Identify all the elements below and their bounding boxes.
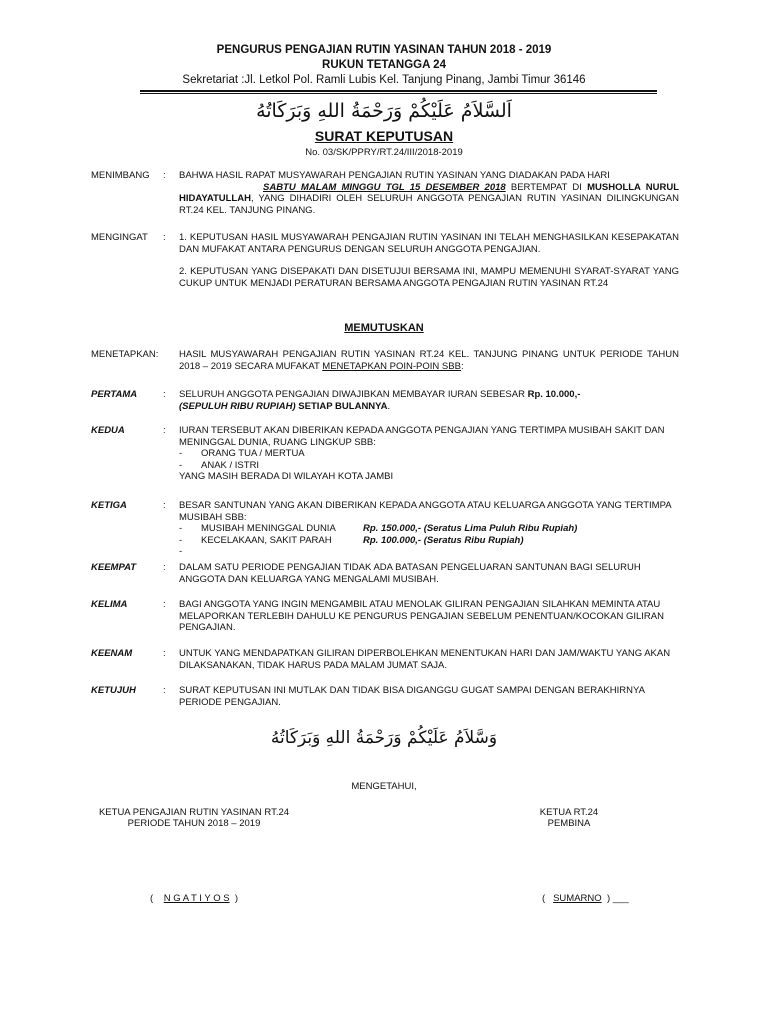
section-label: KETIGA: [91, 500, 127, 511]
memutuskan-heading: MEMUTUSKAN: [344, 322, 424, 334]
section-label: KETUJUH: [91, 685, 136, 696]
signatory-left: [91, 807, 297, 829]
signatory-period: PEMBINA: [547, 818, 591, 829]
section-body: UNTUK YANG MENDAPATKAN GILIRAN DIPERBOLEHKAN MENENTUKAN HARI DAN JAM/WAKTU YANG AKAN DILAKSANAKAN, TIDAK HARUS PADA MALAM JUMAT SAJA.: [179, 648, 671, 671]
signatory-right: [514, 807, 624, 829]
section-colon: :: [163, 425, 166, 436]
section-colon: :: [163, 599, 166, 610]
signatory-period: PERIODE TAHUN 2018 – 2019: [127, 818, 261, 829]
section-colon: :: [163, 685, 166, 696]
section-body: 1. KEPUTUSAN HASIL MUSYAWARAH PENGAJIAN RUTIN YASINAN INI TELAH MENGHASILKAN KESEPAKATAN DAN MUFAKAT ANTARA PENGURUS DENGAN SELURUH ANGGOTA PENGAJIAN. 2. KEPUTUSAN YANG DISEPAKATI DAN DISETUJUI BERSAMA INI, MAMPU MEMENUHI SYARAT-SYARAT YANG CUKUP UNTUK MENJADI PERATURAN BERSAMA ANGGOTA PENGAJIAN RUTIN YASINAN RT.24: [179, 232, 679, 289]
section-body: BAHWA HASIL RAPAT MUSYAWARAH PENGAJIAN RUTIN YASINAN YANG DIADAKAN PADA HARI SABTU MALAM MINGGU TGL 15 DESEMBER 2018 BERTEMPAT DI MUSHOLLA NURUL HIDAYATULLAH, YANG DIHADIRI OLEH SELURUH ANGGOTA PENGAJIAN RUTIN YASINAN DILINGKUNGAN RT.24 KEL. TANJUNG PINANG.: [179, 170, 680, 216]
secretariat-address: Sekretariat :Jl. Letkol Pol. Ramli Lubis Kel. Tanjung Pinang, Jambi Timur 36146: [182, 74, 586, 86]
section-colon: :: [163, 500, 166, 511]
section-colon: :: [163, 562, 166, 573]
section-label: KEENAM: [91, 648, 133, 659]
section-colon: :: [163, 170, 166, 181]
signature-name-right: ( SUMARNO ) ___: [542, 893, 629, 904]
section-body: DALAM SATU PERIODE PENGAJIAN TIDAK ADA BATASAN PENGELUARAN SANTUNAN BAGI SELURUH ANGGOTA DAN KELUARGA YANG MENGALAMI MUSIBAH.: [179, 562, 641, 585]
section-label: KELIMA: [91, 599, 128, 610]
document-number: No. 03/SK/PPRY/RT.24/III/2018-2019: [305, 147, 463, 158]
section-body: BAGI ANGGOTA YANG INGIN MENGAMBIL ATAU MENOLAK GILIRAN PENGAJIAN SILAHKAN MEMINTA ATAU MELAPORKAN TERLEBIH DAHULU KE PENGURUS PENGAJIAN SEBELUM PENENTUAN/KOCOKAN GILIRAN PENGAJIAN.: [179, 599, 664, 633]
signatory-role: KETUA PENGAJIAN RUTIN YASINAN RT.24: [98, 807, 290, 818]
section-label: MENGINGAT: [91, 232, 148, 243]
header-rule-thick: [140, 90, 657, 92]
org-subtitle: RUKUN TETANGGA 24: [322, 59, 446, 71]
section-label: KEDUA: [91, 425, 125, 436]
section-colon: :: [163, 648, 166, 659]
list-item: - ORANG TUA / MERTUA: [179, 448, 305, 459]
header-rule-thin: [140, 93, 657, 94]
section-body: BESAR SANTUNAN YANG AKAN DIBERIKAN KEPADA ANGGOTA ATAU KELUARGA ANGGOTA YANG TERTIMPA MUSIBAH SBB: - MUSIBAH MENINGGAL DUNIA Rp. 150.000,- (Seratus Lima Puluh Ribu Rupiah) - KECELAKAAN, SAKIT PARAH Rp. 100.000,- (Seratus Ribu Rupiah) -: [179, 500, 679, 558]
section-body: SELURUH ANGGOTA PENGAJIAN DIWAJIBKAN MEMBAYAR IURAN SEBESAR Rp. 10.000,- (SEPULUH RIBU RUPIAH) SETIAP BULANNYA.: [179, 389, 581, 412]
document-title: SURAT KEPUTUSAN: [314, 128, 454, 144]
org-title: PENGURUS PENGAJIAN RUTIN YASINAN TAHUN 2018 - 2019: [216, 44, 552, 56]
list-item: - MUSIBAH MENINGGAL DUNIA Rp. 150.000,- (Seratus Lima Puluh Ribu Rupiah): [179, 523, 578, 534]
section-colon: :: [163, 389, 166, 400]
section-label: KEEMPAT: [91, 562, 137, 573]
section-body: IURAN TERSEBUT AKAN DIBERIKAN KEPADA ANGGOTA PENGAJIAN YANG TERTIMPA MUSIBAH SAKIT DAN MENINGGAL DUNIA, RUANG LINGKUP SBB: - ORANG TUA / MERTUA - ANAK / ISTRI YANG MASIH BERADA DI WILAYAH KOTA JAMBI: [179, 425, 679, 483]
arabic-greeting: اَلسَّلاَمُ عَلَيْكُمْ وَرَحْمَةُ اللهِ وَبَرَكَاتُهُ: [256, 100, 512, 122]
section-colon: :: [163, 232, 166, 243]
list-item: - KECELAKAAN, SAKIT PARAH Rp. 100.000,- (Seratus Ribu Rupiah): [179, 534, 524, 546]
signature-name-left: ( N G A T I Y O S ): [150, 893, 239, 904]
list-item: - ANAK / ISTRI: [179, 459, 260, 471]
section-label: MENETAPKAN:: [91, 349, 159, 360]
mengetahui-label: MENGETAHUI,: [351, 781, 417, 792]
section-label: MENIMBANG: [91, 170, 150, 181]
section-label: PERTAMA: [91, 389, 138, 400]
section-body: SURAT KEPUTUSAN INI MUTLAK DAN TIDAK BISA DIGANGGU GUGAT SAMPAI DENGAN BERAKHIRNYA PERIODE PENGAJIAN.: [179, 685, 645, 708]
section-body: HASIL MUSYAWARAH PENGAJIAN RUTIN YASINAN RT.24 KEL. TANJUNG PINANG UNTUK PERIODE TAHUN 2018 – 2019 SECARA MUFAKAT MENETAPKAN POIN-POIN SBB:: [179, 349, 679, 372]
arabic-closing: وَسَّلاَمُ عَلَيْكُمْ وَرَحْمَةُ اللهِ وَبَرَكَاتُهُ: [270, 728, 498, 748]
signatory-role: KETUA RT.24: [539, 807, 599, 818]
